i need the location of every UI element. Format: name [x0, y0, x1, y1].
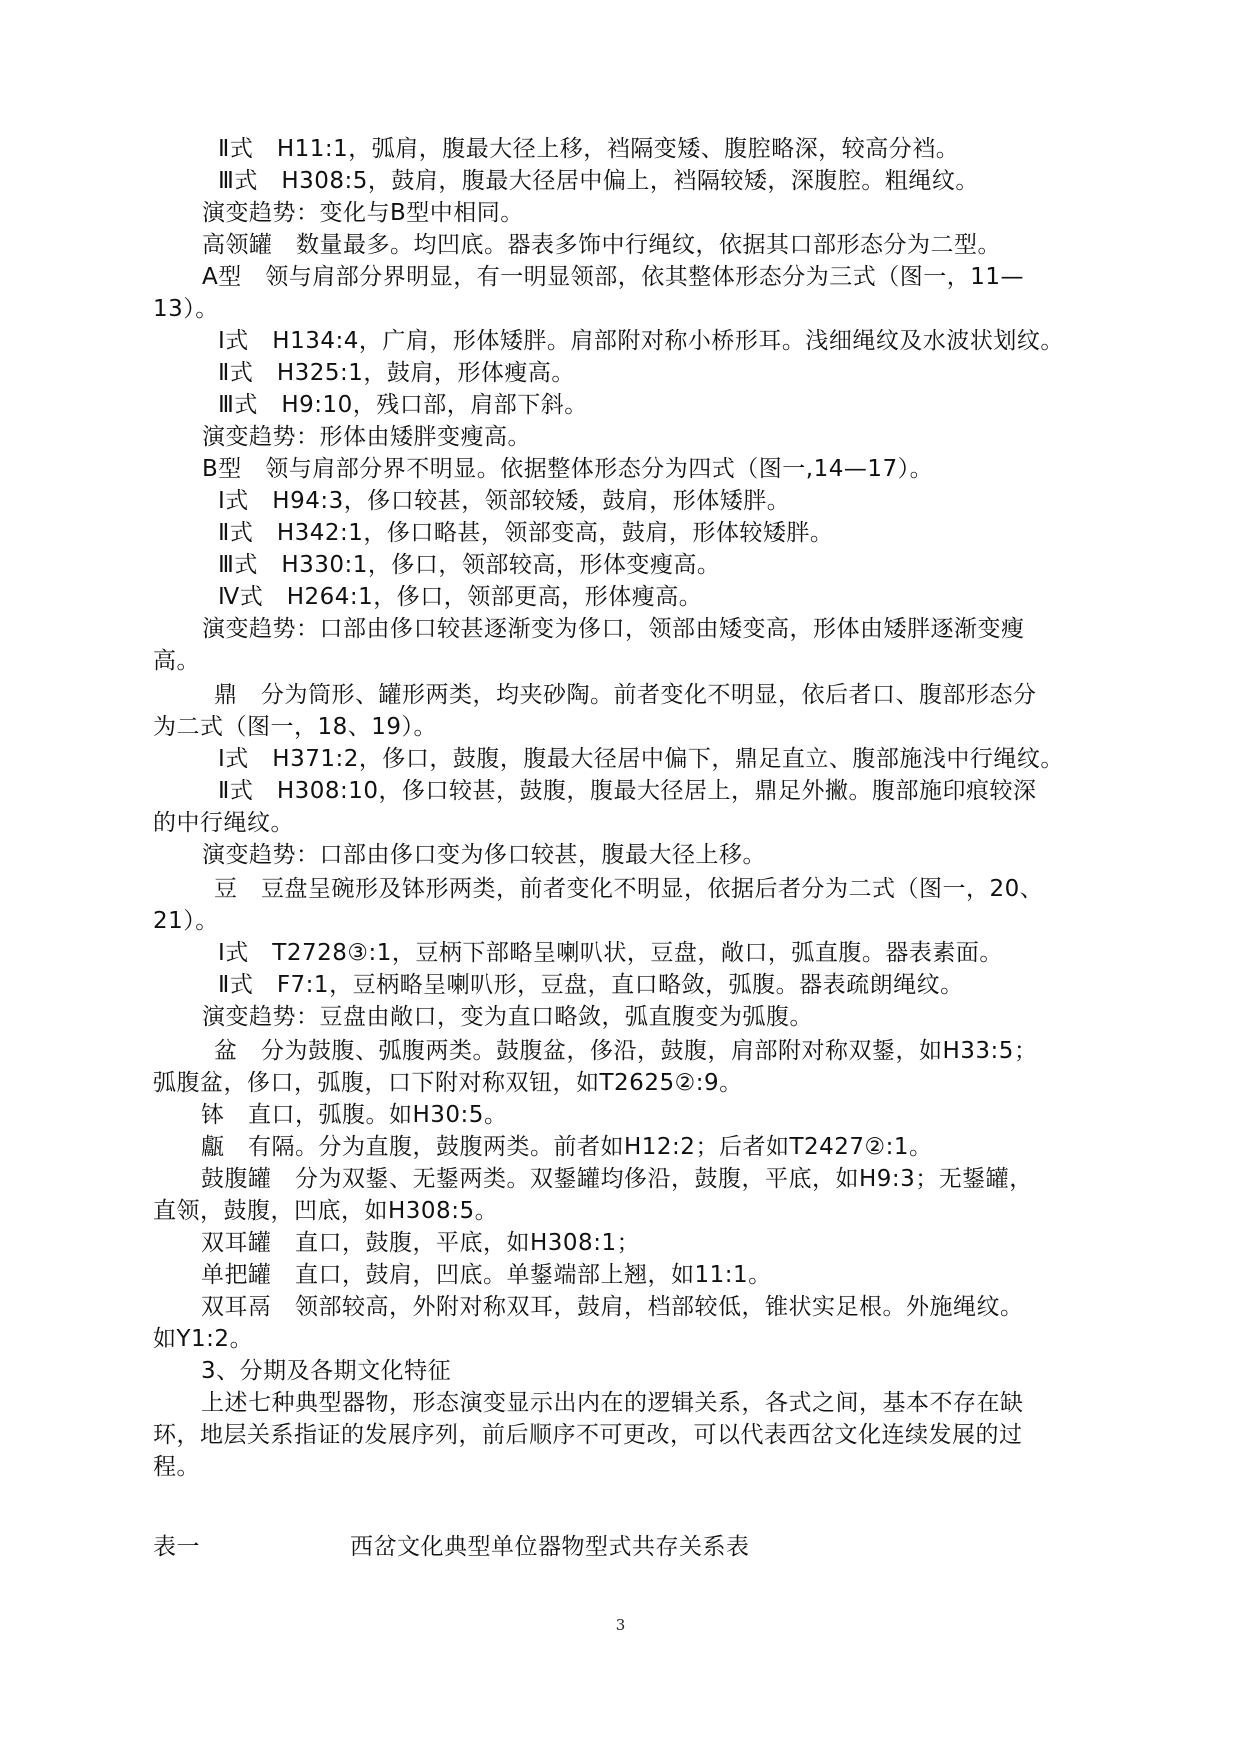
table-caption-title: 西岔文化典型单位器物型式共存关系表: [350, 1534, 750, 1560]
text-line: Ⅱ式 H308:10，侈口较甚，鼓腹，腹最大径居上，鼎足外撇。腹部施印痕较深: [218, 778, 1037, 804]
text-line: Ⅰ式 H134:4，广肩，形体矮胖。肩部附对称小桥形耳。浅细绳纹及水波状划纹。: [218, 328, 1064, 354]
text-line: Ⅰ式 H371:2，侈口，鼓腹，腹最大径居中偏下，鼎足直立、腹部施浅中行绳纹。: [218, 746, 1064, 772]
text-line: 直领，鼓腹，凹底，如H308:5。: [153, 1198, 499, 1224]
text-line: Ⅲ式 H9:10，残口部，肩部下斜。: [218, 392, 588, 418]
text-line: 双耳鬲 领部较高，外附对称双耳，鼓肩，档部较低，锥状实足根。外施绳纹。: [201, 1294, 1024, 1320]
text-line: 钵 直口，弧腹。如H30:5。: [201, 1102, 508, 1128]
text-line: Ⅰ式 T2728③:1，豆柄下部略呈喇叭状，豆盘，敞口，弧直腹。器表素面。: [218, 940, 1003, 966]
text-line: 双耳罐 直口，鼓腹，平底，如H308:1；: [201, 1230, 641, 1256]
text-line: 高领罐 数量最多。均凹底。器表多饰中行绳纹，依据其口部形态分为二型。: [202, 232, 1001, 258]
text-line: Ⅱ式 F7:1，豆柄略呈喇叭形，豆盘，直口略敛，弧腹。器表疏朗绳纹。: [218, 972, 964, 998]
text-line: 演变趋势：口部由侈口变为侈口较甚，腹最大径上移。: [202, 842, 766, 868]
text-line: 豆 豆盘呈碗形及钵形两类，前者变化不明显，依据后者分为二式（图一，20、: [214, 876, 1044, 902]
text-line: Ⅳ式 H264:1，侈口，领部更高，形体瘦高。: [218, 584, 703, 610]
text-line: 如Y1:2。: [153, 1326, 254, 1352]
text-line: A型 领与肩部分界明显，有一明显领部，依其整体形态分为三式（图一，11—: [202, 264, 1025, 290]
text-line: 为二式（图一，18、19）。: [153, 714, 438, 740]
text-line: 盆 分为鼓腹、弧腹两类。鼓腹盆，侈沿，鼓腹，肩部附对称双鋬，如H33:5；: [214, 1038, 1038, 1064]
text-line: 演变趋势：形体由矮胖变瘦高。: [202, 424, 531, 450]
section-heading: 3、分期及各期文化特征: [201, 1358, 452, 1384]
text-line: 21）。: [153, 908, 219, 934]
text-line: 演变趋势：豆盘由敞口，变为直口略敛，弧直腹变为弧腹。: [202, 1004, 813, 1030]
text-line: 环，地层关系指证的发展序列，前后顺序不可更改，可以代表西岔文化连续发展的过: [153, 1422, 1023, 1448]
text-line: Ⅲ式 H330:1，侈口，领部较高，形体变瘦高。: [218, 552, 721, 578]
text-line: 鼓腹罐 分为双鋬、无鋬两类。双鋬罐均侈沿，鼓腹，平底，如H9:3；无鋬罐，: [201, 1166, 1033, 1192]
text-line: 高。: [153, 648, 200, 674]
text-line: Ⅱ式 H342:1，侈口略甚，领部变高，鼓肩，形体较矮胖。: [218, 520, 834, 546]
text-line: 程。: [153, 1454, 200, 1480]
text-line: 13）。: [153, 296, 219, 322]
table-caption-label: 表一: [153, 1534, 200, 1560]
page-number: 3: [615, 1616, 626, 1634]
text-line: Ⅲ式 H308:5，鼓肩，腹最大径居中偏上，裆隔较矮，深腹腔。粗绳纹。: [218, 168, 979, 194]
text-line: 鼎 分为筒形、罐形两类，均夹砂陶。前者变化不明显，依后者口、腹部形态分: [214, 682, 1037, 708]
text-line: 演变趋势：变化与B型中相同。: [202, 200, 524, 226]
text-line: Ⅱ式 H11:1，弧肩，腹最大径上移，裆隔变矮、腹腔略深，较高分裆。: [218, 136, 960, 162]
text-line: 单把罐 直口，鼓肩，凹底。单鋬端部上翘，如11:1。: [201, 1262, 772, 1288]
text-line: 上述七种典型器物，形态演变显示出内在的逻辑关系，各式之间，基本不存在缺: [201, 1390, 1024, 1416]
text-line: B型 领与肩部分界不明显。依据整体形态分为四式（图一,14—17）。: [202, 456, 934, 482]
text-line: Ⅱ式 H325:1，鼓肩，形体瘦高。: [218, 360, 575, 386]
text-line: Ⅰ式 H94:3，侈口较甚，领部较矮，鼓肩，形体矮胖。: [218, 488, 791, 514]
text-line: 甗 有隔。分为直腹，鼓腹两类。前者如H12:2；后者如T2427②:1。: [201, 1134, 933, 1160]
text-line: 演变趋势：口部由侈口较甚逐渐变为侈口，领部由矮变高，形体由矮胖逐渐变瘦: [202, 616, 1025, 642]
text-line: 的中行绳纹。: [153, 810, 294, 836]
text-line: 弧腹盆，侈口，弧腹，口下附对称双钮，如T2625②:9。: [153, 1070, 743, 1096]
